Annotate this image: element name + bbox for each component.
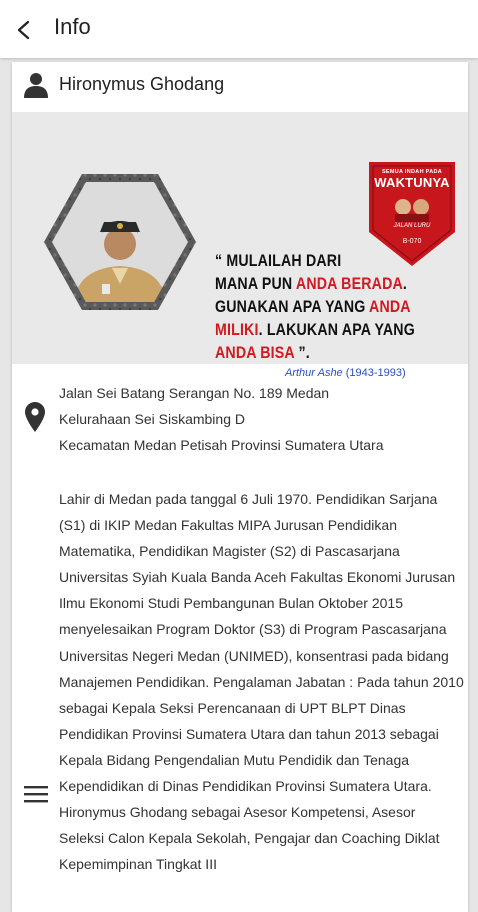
quote-author-years: (1943-1993) [345,367,406,379]
flag-sub-text: JALAN LURU [393,223,431,229]
person-icon [24,72,48,98]
address-line: Jalan Sei Batang Serangan No. 189 Medan [59,385,330,401]
address-line: Kecamatan Medan Petisah Provinsi Sumatera Utara [59,437,384,453]
address-block [59,380,464,458]
flag-code: B-070 [402,238,422,245]
flag-headline: WAKTUNYA [374,175,450,190]
quote-segment: “ MULAILAH DARI [215,252,342,270]
quote-segment-highlight: ANDA BISA [215,344,295,362]
quote-text [215,250,430,365]
profile-header [12,62,468,110]
quote-segment: ”. [294,344,310,362]
portrait-hexagon [42,172,198,312]
app-bar [0,0,478,58]
profile-name: Hironymus Ghodang [59,74,225,94]
quote-segment: . GUNAKAN APA YANG [215,275,408,316]
page-title: Info [54,14,91,39]
biography-text: Lahir di Medan pada tanggal 6 Juli 1970. Pendidikan Sarjana (S1) di IKIP Medan Fakultas MIPA Jurusan Pendidikan Matematika, Pendidikan Magister (S2) di Pascasarjana Universitas Syiah Kuala Banda Aceh Fakultas Ekonomi Jurusan Ilmu Ekonomi Studi Pembangunan Bulan Oktober 2015 menyelesaikan Program Doktor (S3) di Program Pascasarjana Universitas Negeri Medan (UNIMED), konsentrasi pada bidang Manajemen Pendidikan. Pengalaman Jabatan : Pada tahun 2010 sebagai Kepala Seksi Perencanaan di UPT BLPT Dinas Pendidikan Provinsi Sumatera Utara dan tahun 2013 sebagai Kepala Bidang Pengendalian Mutu Pendidik dan Tenaga Kependidikan di Dinas Pendidikan Provinsi Sumatera Utara. Hironymus Ghodang sebagai Asesor Kompetensi, Asesor Seleksi Calon Kepala Sekolah, Pengajar dan Coaching Diklat Kepemimpinan Tingkat III [59,491,464,873]
quote-banner [12,112,468,379]
arrow-back-icon [13,19,35,41]
menu-lines-icon [24,784,48,804]
quote-segment-highlight: ANDA BERADA [295,275,403,293]
location-pin-icon [25,402,45,432]
profile-card [12,62,468,912]
quote-author-name: Arthur Ashe [285,367,343,379]
quote-segment-highlight: ANDA MILIKI [215,298,411,339]
quote-author [285,367,406,379]
back-button[interactable] [4,10,44,50]
flag-top-text: SEMUA INDAH PADA [381,169,443,175]
quote-segment: . LAKUKAN APA YANG [258,321,415,339]
quote-segment: MANA PUN [215,275,296,293]
address-line: Kelurahaan Sei Siskambing D [59,411,245,427]
